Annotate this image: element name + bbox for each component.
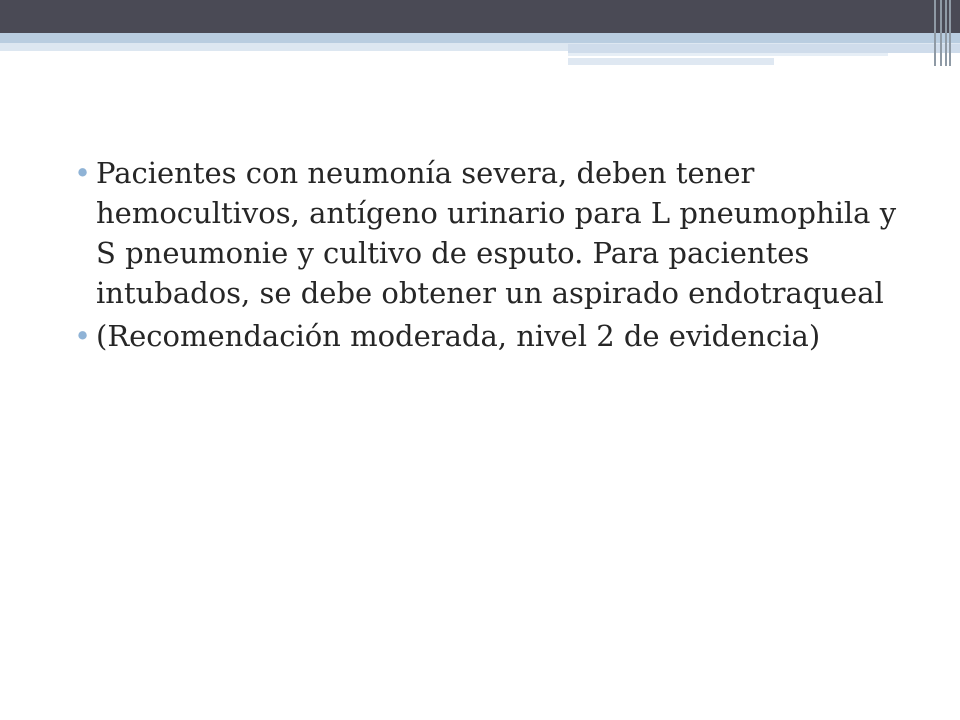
corner-line: [934, 0, 936, 66]
bullet-text: (Recomendación moderada, nivel 2 de evidencia): [96, 319, 821, 353]
header-band: [568, 53, 888, 56]
bullet-item: [74, 153, 914, 313]
corner-line: [945, 0, 947, 66]
corner-line: [949, 0, 951, 66]
header-band: [0, 33, 960, 43]
bullet-item: [74, 316, 914, 356]
header-band: [568, 44, 960, 53]
bullet-text: Pacientes con neumonía severa, deben tener hemocultivos, antígeno urinario para L pneumophila y S pneumonie y cultivo de esputo. Para pacientes intubados, se debe obtener un aspirado endotraqueal: [96, 156, 897, 310]
corner-line: [940, 0, 942, 66]
bullet-icon: •: [74, 319, 92, 353]
bullet-icon: •: [74, 156, 92, 190]
header-bar: [0, 0, 960, 33]
corner-decoration: [926, 0, 960, 70]
header-band: [568, 58, 774, 65]
bullet-list: [74, 153, 914, 356]
slide-content: [74, 153, 914, 359]
